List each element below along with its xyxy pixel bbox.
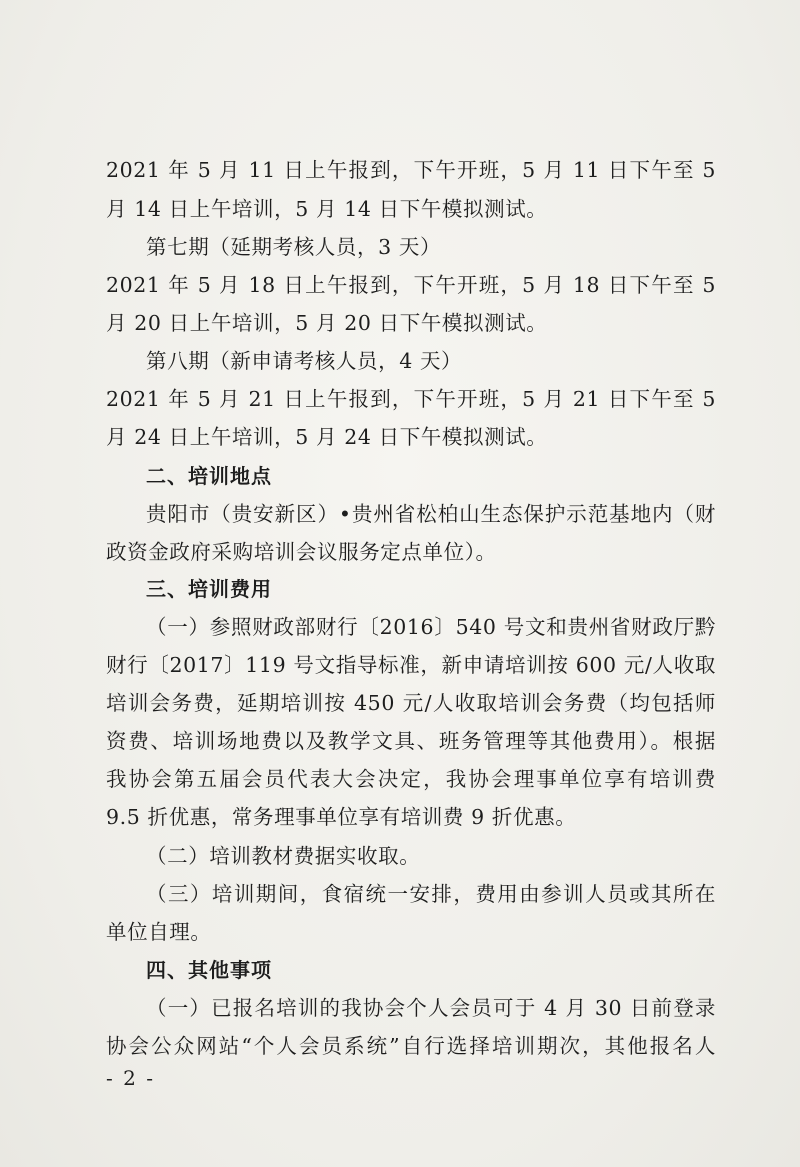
other-paragraph-1-line-1: （一）已报名培训的我协会个人会员可于 4 月 30 日前登录	[146, 996, 716, 1020]
fees-paragraph-1-line-4: 资费、培训场地费以及教学文具、班务管理等其他费用）。根据	[106, 729, 716, 753]
fees-paragraph-1-line-6: 9.5 折优惠，常务理事单位享有培训费 9 折优惠。	[106, 805, 577, 829]
schedule-line-period6-a: 2021 年 5 月 11 日上午报到，下午开班，5 月 11 日下午至 5	[106, 158, 716, 182]
fees-paragraph-1-line-5: 我协会第五届会员代表大会决定，我协会理事单位享有培训费	[106, 767, 716, 791]
fees-paragraph-2: （二）培训教材费据实收取。	[146, 844, 421, 868]
section-heading-location: 二、培训地点	[146, 464, 272, 488]
schedule-line-period7-b: 月 20 日上午培训，5 月 20 日下午模拟测试。	[106, 311, 548, 335]
period-8-title: 第八期（新申请考核人员，4 天）	[146, 349, 463, 373]
fees-paragraph-3-line-1: （三）培训期间，食宿统一安排，费用由参训人员或其所在	[146, 882, 716, 906]
other-paragraph-1-line-2: 协会公众网站“个人会员系统”自行选择培训期次，其他报名人	[106, 1034, 716, 1058]
schedule-line-period8-a: 2021 年 5 月 21 日上午报到，下午开班，5 月 21 日下午至 5	[106, 387, 716, 411]
schedule-line-period7-a: 2021 年 5 月 18 日上午报到，下午开班，5 月 18 日下午至 5	[106, 273, 716, 297]
fees-paragraph-3-line-2: 单位自理。	[106, 920, 212, 944]
section-heading-other: 四、其他事项	[146, 958, 272, 982]
fees-paragraph-1-line-2: 财行〔2017〕119 号文指导标准，新申请培训按 600 元/人收取	[106, 653, 716, 677]
section-heading-fees: 三、培训费用	[146, 577, 272, 601]
schedule-line-period8-b: 月 24 日上午培训，5 月 24 日下午模拟测试。	[106, 425, 548, 449]
location-line-b: 政资金政府采购培训会议服务定点单位）。	[106, 540, 497, 564]
fees-paragraph-1-line-3: 培训会务费，延期培训按 450 元/人收取培训会务费（均包括师	[106, 691, 716, 715]
location-line-a: 贵阳市（贵安新区）•贵州省松柏山生态保护示范基地内（财	[146, 502, 716, 526]
schedule-line-period6-b: 月 14 日上午培训，5 月 14 日下午模拟测试。	[106, 197, 548, 221]
page-number: - 2 -	[106, 1066, 155, 1090]
fees-paragraph-1-line-1: （一）参照财政部财行〔2016〕540 号文和贵州省财政厅黔	[146, 615, 716, 639]
period-7-title: 第七期（延期考核人员，3 天）	[146, 235, 442, 259]
